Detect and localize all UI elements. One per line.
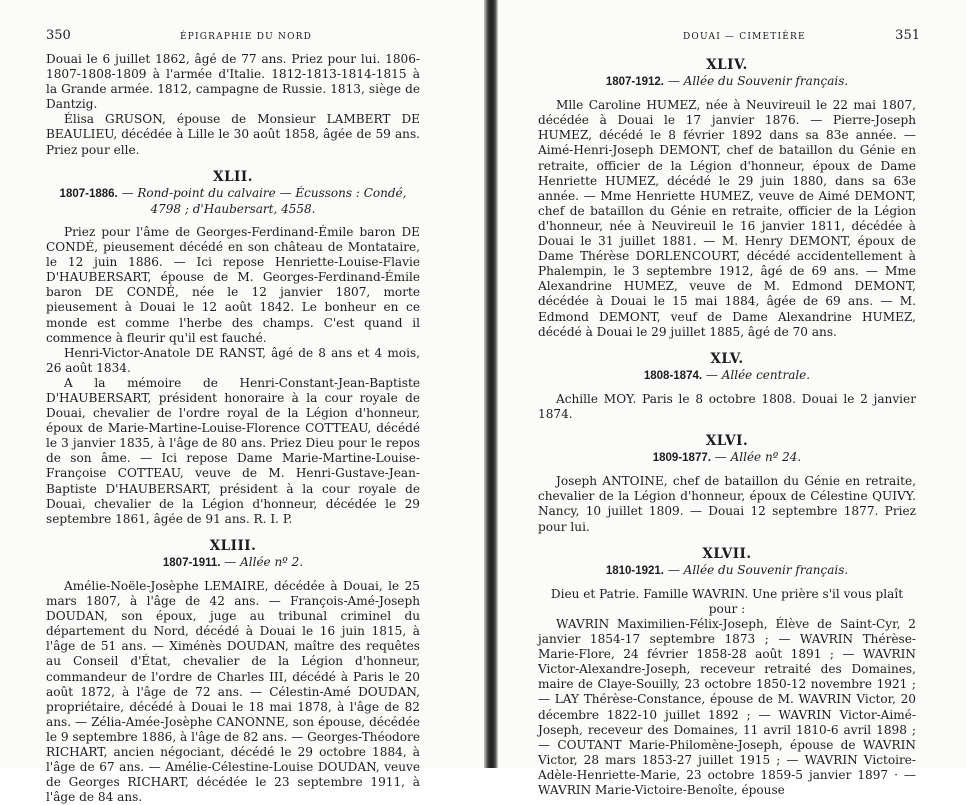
section-dates: 1807-1911.	[162, 556, 221, 569]
section-numeral: XLII.	[213, 168, 253, 185]
section-location: — Rond-point du calvaire — Écussons : Condé, 4798 ; d'Haubersart, 4558.	[121, 185, 407, 216]
section-dates: 1810-1921.	[605, 564, 665, 577]
paragraph: Élisa GRUSON, épouse de Monsieur LAMBERT DE BEAULIEU, décédée à Lille le 30 août 1858, âgée de 59 ans. Priez pour elle.	[46, 112, 420, 157]
section-location: — Allée centrale.	[705, 367, 811, 382]
section-numeral: XLIII.	[209, 537, 257, 554]
paragraph: Dieu et Patrie. Famille WAVRIN. Une prière s'il vous plaît pour :	[550, 586, 904, 616]
paragraph: Achille MOY. Paris le 8 octobre 1808. Douai le 2 janvier 1874.	[538, 391, 916, 421]
paragraph: A la mémoire de Henri-Constant-Jean-Baptiste D'HAUBERSART, président honoraire à la cour royale de Douai, chevalier de l'ordre royal de la Légion d'honneur, époux de Marie-Martine-Louise-Florence COTTEAU, décédé le 3 janvier 1835, à l'âge de 80 ans. Priez Dieu pour le repos de son âme. — Ici repose Dame Marie-Martine-Louise-Françoise COTTEAU, veuve de M. Henri-Gustave-Jean-Baptiste D'HAUBERSART, président à la cour royale de Douai, chevalier de la Légion d'honneur, décédée le 29 septembre 1861, âgée de 91 ans. R. I. P.	[46, 375, 420, 526]
section-location: — Allée nº 2.	[224, 554, 304, 569]
section-heading	[538, 368, 916, 384]
paragraph: Douai le 6 juillet 1862, âgé de 77 ans. Priez pour lui. 1806-1807-1808-1809 à l'armée d'Italie. 1812-1813-1814-1815 à la Grande armée. 1812, campagne de Russie. 1813, siège de Dantzig.	[46, 52, 420, 112]
paragraph: Joseph ANTOINE, chef de bataillon du Génie en retraite, chevalier de la Légion d'honneur, époux de Célestine QUIVY. Nancy, 10 juillet 1809. — Douai 12 septembre 1877. Priez pour lui.	[538, 474, 916, 534]
paragraph: Amélie-Noële-Josèphe LEMAIRE, décédée à Douai, le 25 mars 1807, à l'âge de 42 ans. — François-Amé-Joseph DOUDAN, son époux, juge au tribunal criminel du département du Nord, décédé à Douai le 16 juin 1815, à l'âge de 51 ans. — Ximénès DOUDAN, maître des requêtes au Conseil d'État, chevalier de la Légion d'honneur, commandeur de l'ordre de Charles III, décédé à Paris le 20 août 1872, à l'âge de 72 ans. — Célestin-Amé DOUDAN, propriétaire, décédé à Douai le 18 mai 1878, à l'âge de 82 ans. — Zélia-Amée-Josèphe CANONNE, son épouse, décédée le 9 septembre 1886, à l'âge de 82 ans. — Georges-Théodore RICHART, ancien négociant, décédé le 29 octobre 1884, à l'âge de 67 ans. — Amélie-Célestine-Louise DOUDAN, veuve de Georges RICHART, décédée le 23 septembre 1911, à l'âge de 84 ans.	[46, 579, 420, 805]
right-page-body	[538, 58, 916, 798]
paragraph: Henri-Victor-Anatole DE RANST, âgé de 8 ans et 4 mois, 26 août 1834.	[46, 345, 420, 375]
section-numeral: XLVI.	[705, 433, 749, 450]
section-numeral: XLVII.	[702, 545, 752, 562]
section-location: — Allée nº 24.	[714, 450, 802, 465]
section-numeral: XLIV.	[706, 57, 748, 73]
section-dates: 1809-1877.	[652, 452, 711, 465]
page-number: 350	[46, 28, 71, 43]
section-numeral: XLV.	[710, 350, 744, 367]
paragraph: Mlle Caroline HUMEZ, née à Neuvireuil le 22 mai 1807, décédée à Douai le 17 janvier 1876. — Pierre-Joseph HUMEZ, décédé le 8 février 1892 dans sa 83e année. — Aimé-Henri-Joseph DEMONT, chef de bataillon du Génie en retraite, officier de la Légion d'honneur, époux de Dame Henriette HUMEZ, décédé le 29 juin 1880, dans sa 63e année. — Mme Henriette HUMEZ, veuve de Aimé DEMONT, chef de bataillon du Génie en retraite, officier de la Légion d'honneur, née à Neuvireuil le 16 janvier 1811, décédée à Douai le 31 juillet 1881. — M. Henry DEMONT, époux de Dame Thérèse DORLENCOURT, décédé accidentellement à Phalempin, le 3 septembre 1912, âgé de 69 ans. — Mme Alexandrine HUMEZ, veuve de M. Edmond DEMONT, décédée à Douai le 15 mai 1884, âgée de 69 ans. — M. Edmond DEMONT, veuf de Dame Alexandrine HUMEZ, décédé à Douai le 29 juillet 1885, âgé de 70 ans.	[538, 98, 916, 339]
section-dates: 1807-1912.	[605, 76, 665, 89]
section-dates: 1808-1874.	[643, 369, 703, 382]
left-page-header	[0, 30, 484, 48]
section-location: — Allée du Souvenir français.	[667, 562, 849, 577]
section-location: — Allée du Souvenir français.	[667, 74, 849, 89]
section-heading	[538, 450, 916, 466]
section-heading	[538, 563, 916, 579]
section-heading	[46, 555, 420, 571]
right-page	[498, 0, 966, 798]
paragraph: Priez pour l'âme de Georges-Ferdinand-Émile baron DE CONDÉ, pieusement décédé en son château de Montataire, le 12 juin 1886. — Ici repose Henriette-Louise-Flavie D'HAUBERSART, épouse de M. Georges-Ferdinand-Émile baron DE CONDÉ, née le 12 janvier 1807, morte pieusement à Douai le 12 août 1842. Le bonheur en ce monde est comme l'herbe des champs. C'est quand il commence à fleurir qu'il est fauché.	[46, 224, 420, 345]
section-dates: 1807-1886.	[59, 187, 118, 200]
running-head: DOUAI — CIMETIÈRE	[683, 32, 806, 42]
book-gutter	[484, 0, 498, 768]
paragraph: WAVRIN Maximilien-Félix-Joseph, Élève de Saint-Cyr, 2 janvier 1854-17 septembre 1873 ; — WAVRIN Thérèse-Marie-Flore, 24 février 1858-28 août 1891 ; — WAVRIN Victor-Alexandre-Joseph, receveur retraité des Domaines, maire de Claye-Souilly, 23 octobre 1850-12 novembre 1921 ; — LAY Thérèse-Constance, épouse de M. WAVRIN Victor, 20 décembre 1822-10 juillet 1892 ; — WAVRIN Victor-Aimé-Joseph, receveur des Domaines, 11 avril 1810-6 avril 1898 ; — COUTANT Marie-Philomène-Joseph, épouse de WAVRIN Victor, 28 mars 1853-27 juillet 1915 ; — WAVRIN Victoire-Adèle-Henriette-Marie, 23 octobre 1859-5 janvier 1897 · — WAVRIN Marie-Victoire-Benoîte, épouse	[538, 617, 916, 798]
left-page-body	[46, 52, 420, 805]
section-heading	[538, 74, 916, 90]
running-head: ÉPIGRAPHIE DU NORD	[180, 32, 313, 42]
right-page-header	[498, 30, 966, 48]
section-heading	[46, 186, 420, 217]
page-number: 351	[895, 28, 920, 43]
